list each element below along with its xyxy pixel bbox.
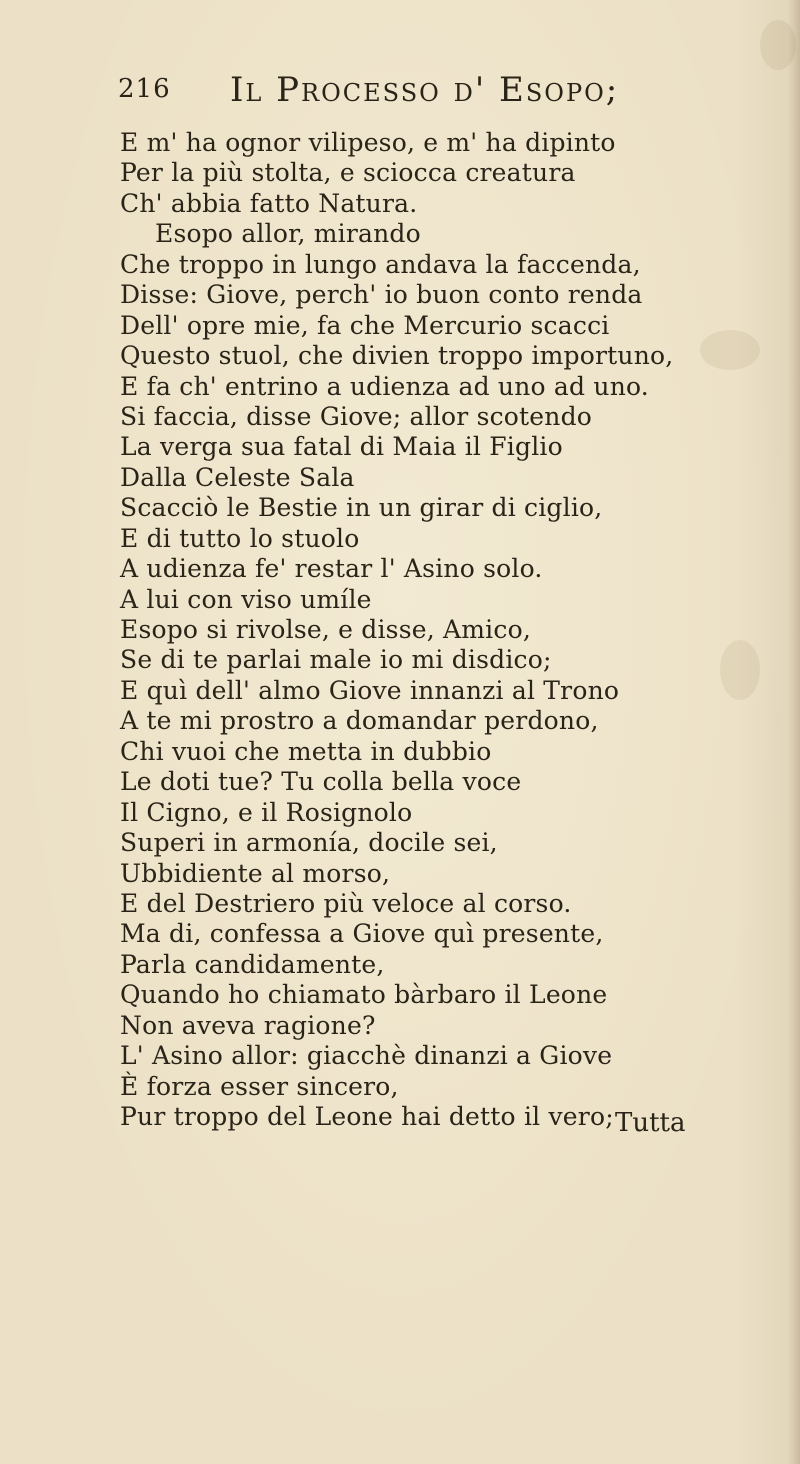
verse-line: E del Destriero più veloce al corso. [120, 888, 572, 918]
verse-line: Le doti tue? Tu colla bella voce [120, 767, 522, 797]
verse-line: Superi in armonía, docile sei, [120, 828, 498, 858]
verse-line: Dalla Celeste Sala [120, 462, 355, 492]
verse-line: Pur troppo del Leone hai detto il vero; [120, 1102, 614, 1131]
verse-line: Non aveva ragione? [120, 1010, 376, 1040]
verse-line: E fa ch' entrino a udienza ad uno ad uno. [120, 371, 649, 401]
page-number: 216 [118, 74, 171, 104]
verse-line: È forza esser sincero, [120, 1071, 399, 1101]
verse-line: E quì dell' almo Giove innanzi al Trono [120, 675, 620, 705]
verse-line: Ubbidiente al morso, [120, 858, 391, 888]
verse-line: A udienza fe' restar l' Asino solo. [120, 554, 543, 584]
verse-line: E di tutto lo stuolo [120, 523, 360, 553]
verse-line: E m' ha ognor vilipeso, e m' ha dipinto [120, 128, 616, 157]
verse-line: Ch' abbia fatto Natura. [120, 188, 418, 218]
verse-line: Quando ho chiamato bàrbaro il Leone [120, 980, 608, 1010]
verse-line: Ma di, confessa a Giove quì presente, [120, 919, 604, 949]
verse-line: Per la più stolta, e sciocca creatura [120, 158, 576, 188]
verse-line: Dell' opre mie, fa che Mercurio scacci [120, 310, 610, 340]
paper-stain [720, 640, 760, 700]
verse-line: Esopo si rivolse, e disse, Amico, [120, 615, 531, 644]
poem-text [120, 128, 680, 1132]
verse-line: Che troppo in lungo andava la faccenda, [120, 249, 641, 279]
verse-line: Esopo allor, mirando [155, 219, 421, 249]
verse-line: A lui con viso umíle [120, 584, 372, 614]
verse-line: Scacciò le Bestie in un girar di ciglio, [120, 493, 603, 523]
page-edge-shadow [788, 0, 800, 1464]
paper-stain [760, 20, 796, 70]
verse-line: Questo stuol, che divien troppo importuno, [120, 341, 674, 371]
paper-stain [700, 330, 760, 370]
verse-line: A te mi prostro a domandar perdono, [120, 706, 599, 736]
verse-line: L' Asino allor: giacchè dinanzi a Giove [120, 1041, 613, 1071]
page-header [118, 70, 678, 112]
catchword: Tutta [615, 1108, 686, 1138]
verse-line: Disse: Giove, perch' io buon conto renda [120, 280, 643, 310]
verse-line: Si faccia, disse Giove; allor scotendo [120, 401, 593, 431]
verse-line: Parla candidamente, [120, 949, 385, 979]
running-title: Il Processo d' Esopo; [230, 70, 620, 110]
verse-line: Chi vuoi che metta in dubbio [120, 736, 492, 766]
verse-line: Se di te parlai male io mi disdico; [120, 645, 552, 675]
verse-line: La verga sua fatal di Maia il Figlio [120, 432, 563, 462]
verse-line: Il Cigno, e il Rosignolo [120, 797, 413, 827]
